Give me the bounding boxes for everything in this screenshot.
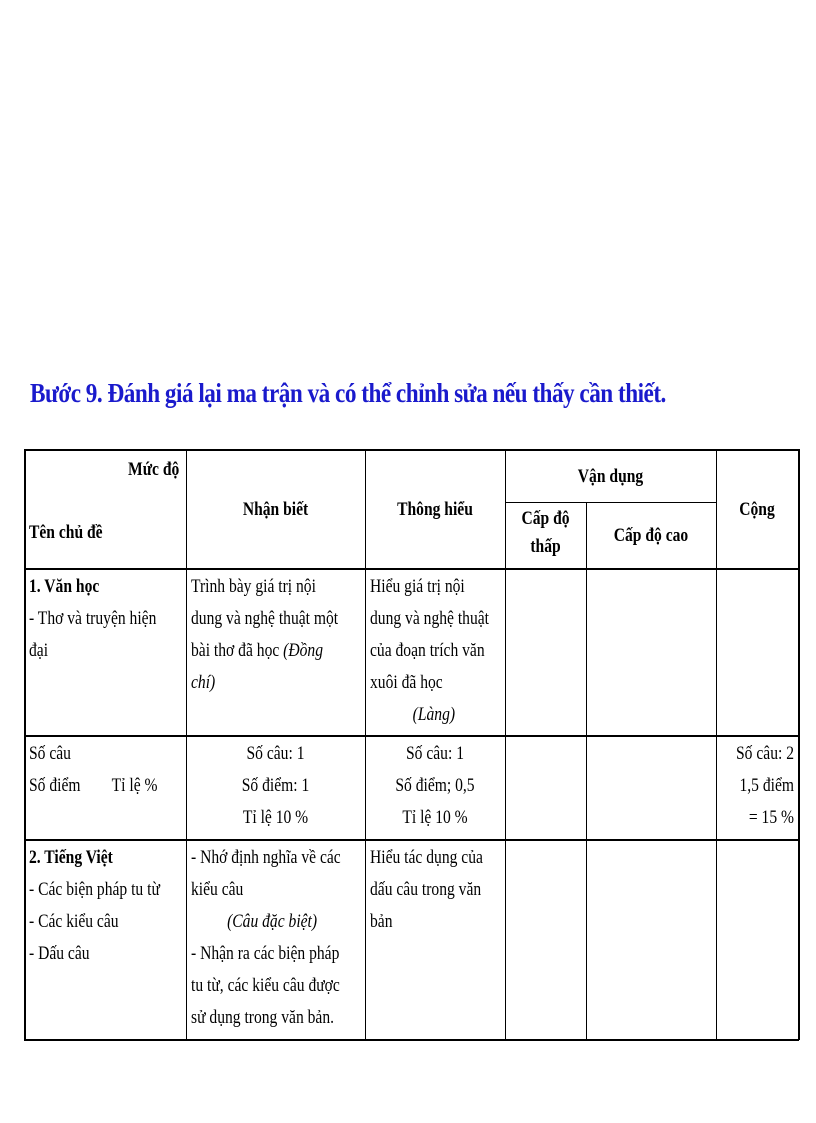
row1-thong-hieu: Hiểu giá trị nội dung và nghệ thuật của đoạn trích văn xuôi đã học (Làng) bbox=[370, 576, 489, 725]
row1-nhan-biet: Trình bày giá trị nội dung và nghệ thuật một bài thơ đã học (Đồng chí) bbox=[191, 576, 339, 693]
header-cap-do-thap: Cấp độ thấp bbox=[521, 508, 570, 557]
row2-thong-hieu: Hiểu tác dụng của dấu câu trong văn bản bbox=[370, 847, 483, 932]
header-cong: Cộng bbox=[739, 499, 775, 520]
header-ten-chu-de: Tên chủ đề bbox=[29, 522, 103, 543]
score1-nhan-biet: Số câu: 1 Số điểm: 1 Tỉ lệ 10 % bbox=[241, 743, 310, 828]
row2-nhan-biet: - Nhớ định nghĩa về các kiểu câu (Câu đặc biệt) - Nhận ra các biện pháp tu từ, các kiểu câu được sử dụng trong văn bản. bbox=[191, 847, 341, 1028]
row1-topic: 1. Văn học - Thơ và truyện hiện đại bbox=[29, 576, 157, 661]
row-divider bbox=[24, 839, 799, 841]
score1-cong: Số câu: 2 1,5 điểm = 15 % bbox=[736, 743, 794, 828]
row2-topic: 2. Tiếng Việt - Các biện pháp tu từ - Các kiểu câu - Dấu câu bbox=[29, 847, 160, 964]
row-divider bbox=[505, 502, 716, 503]
row-divider bbox=[24, 568, 799, 570]
row-divider bbox=[24, 735, 799, 737]
header-van-dung: Vận dụng bbox=[577, 466, 644, 487]
table-border-left bbox=[24, 449, 26, 1040]
table-border-top bbox=[24, 449, 799, 451]
header-cap-do-cao: Cấp độ cao bbox=[613, 525, 689, 546]
table-border-bottom bbox=[24, 1039, 799, 1041]
table-border-right bbox=[798, 449, 800, 1040]
header-muc-do: Mức độ bbox=[128, 459, 180, 480]
score1-labels: Số câu Số điểm Tỉ lệ % bbox=[29, 743, 158, 796]
col-divider bbox=[586, 502, 587, 1040]
header-nhan-biet: Nhận biết bbox=[242, 499, 309, 520]
page-title: Bước 9. Đánh giá lại ma trận và có thể chỉnh sửa nếu thấy cần thiết. bbox=[30, 378, 666, 408]
header-thong-hieu: Thông hiểu bbox=[397, 499, 473, 520]
score1-thong-hieu: Số câu: 1 Số điểm; 0,5 Tỉ lệ 10 % bbox=[395, 743, 475, 828]
